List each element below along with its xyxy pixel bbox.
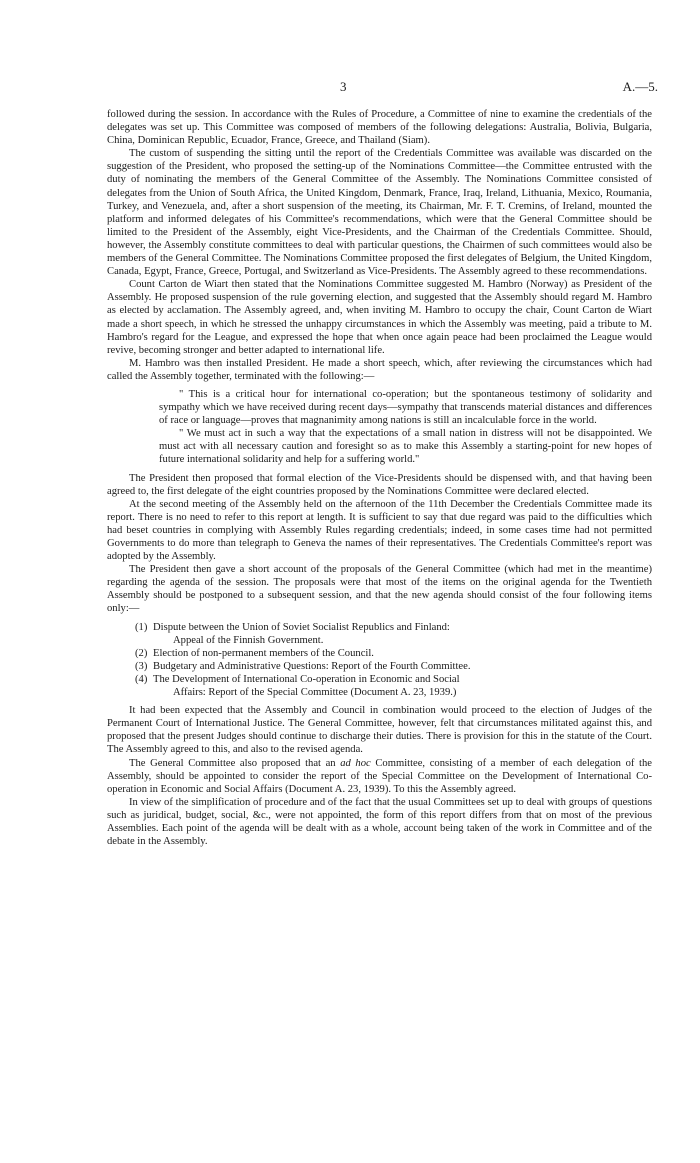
agenda-items-list <box>135 621 652 700</box>
paragraph-hambro-speech: M. Hambro was then installed President. He made a short speech, which, after reviewing the circumstances which had called the Assembly together, terminated with the following:— <box>107 357 652 382</box>
list-item-number: (2) <box>135 647 148 659</box>
paragraph-report-form: In view of the simplification of procedure and of the fact that the usual Committees set up to deal with groups of questions such as juridical, budget, social, &c., were not appointed, the form of this report differs from that on most of the previous Assemblies. Each point of the agenda will be dealt with as a whole, account being taken of the work in Committee and of the debate in the Assembly. <box>107 796 652 848</box>
page-header <box>0 79 700 95</box>
list-item-text: Dispute between the Union of Soviet Socialist Republics and Finland: <box>153 621 450 633</box>
paragraph-vice-presidents: The President then proposed that formal election of the Vice-Presidents should be dispensed with, and that having been agreed to, the first delegate of the eight countries proposed by the Nominations Committee were declared elected. <box>107 472 652 497</box>
list-item-continuation: Affairs: Report of the Special Committee (Document A. 23, 1939.) <box>173 687 457 699</box>
paragraph-credentials: followed during the session. In accordance with the Rules of Procedure, a Committee of nine to examine the credentials of the delegates was set up. This Committee was composed of members of the following delegations: Australia, Bolivia, Bulgaria, China, Dominican Republic, Ecuador, France, Greece, and Thailand (Siam). <box>107 109 652 147</box>
list-item-number: (4) <box>135 673 148 685</box>
paragraph-judges: It had been expected that the Assembly and Council in combination would proceed to the election of Judges of the Permanent Court of International Justice. The General Committee, however, felt that circumstances militated against this, and proposed that the present Judges should continue to discharge their duties. There is provision for this in the statute of the Court. The Assembly agreed to this, and also to the revised agenda. <box>107 705 652 756</box>
body-text <box>107 108 652 848</box>
list-item-continuation: Appeal of the Finnish Government. <box>173 634 324 646</box>
paragraph-ad-hoc-committee: The General Committee also proposed that an ad hoc Committee, consisting of a member of each delegation of the Assembly, should be appointed to consider the report of the Special Committee on the Development of International Co-operation in Economic and Social Affairs (Document A. 23, 1939). To this the Assembly agreed. <box>107 757 652 795</box>
paragraph-president-election: Count Carton de Wiart then stated that the Nominations Committee suggested M. Hambro (Norway) as President of the Assembly. He proposed suspension of the rule governing election, and suggested that the Assembly should regard M. Hambro as elected by acclamation. The Assembly agreed, and, when inviting M. Hambro to occupy the chair, Count Carton de Wiart made a short speech, in which he stressed the unhappy circumstances in which the Assembly was meeting, paid a tribute to M. Hambro's regard for the League, and expressed the hope that when once again peace had been proclaimed the League would revive, becoming stronger and better adapted to international life. <box>107 279 652 356</box>
quote-paragraph-1: " This is a critical hour for international co-operation; but the spontaneous testimony of solidarity and sympathy which we have received during recent days—sympathy that transcends material distances and differences of race or language—proves that magnanimity among nations is still an incalculable force in the world. <box>159 388 652 427</box>
list-item-number: (1) <box>135 621 148 633</box>
quote-paragraph-2: " We must act in such a way that the expectations of a small nation in distress will not be disappointed. We must act with all necessary caution and foresight so as to make this Assembly a starting-point for new hopes of future international solidarity and help for a suffering world." <box>159 428 652 466</box>
list-item <box>135 673 652 699</box>
paragraph-agenda-proposals: The President then gave a short account of the proposals of the General Committee (which had met in the meantime) regarding the agenda of the session. The proposals were that most of the items on the original agenda for the Twentieth Assembly should be postponed to a subsequent session, and that the new agenda should consist of the four following items only:— <box>107 564 652 615</box>
list-item <box>135 647 652 660</box>
list-item-text: The Development of International Co-operation in Economic and Social <box>153 673 460 685</box>
italic-ad-hoc: ad hoc <box>340 757 371 769</box>
list-item <box>135 621 652 647</box>
paragraph-nominations: The custom of suspending the sitting until the report of the Credentials Committee was available was discarded on the suggestion of the President, who proposed the setting-up of the Nominations Committee—the Committee entrusted with the duty of nominating the members of the General Committee of the Assembly. The Nominations Committee consisted of delegates from the Union of South Africa, the United Kingdom, Denmark, France, Iraq, Ireland, Lithuania, Mexico, Roumania, Turkey, and Venezuela, and, after a short suspension of the meeting, its Chairman, Mr. F. T. Cremins, of Ireland, mounted the platform and informed delegates of his Committee's recommendations, which were that the General Committee should be limited to the President of the Assembly, eight Vice-Presidents, and the Chairman of the Credentials Committee. Should, however, the Assembly constitute committees to deal with particular questions, the Chairmen of such committees would also be members of the General Committee. The Nominations Committee proposed the first delegates of Belgium, the United Kingdom, Canada, Egypt, France, Greece, Portugal, and Switzerland as Vice-Presidents. The Assembly agreed to these recommendations. <box>107 148 652 278</box>
paragraph-credentials-report: At the second meeting of the Assembly held on the afternoon of the 11th December the Credentials Committee made its report. There is no need to refer to this report at length. It is sufficient to say that due regard was paid to the difficulties which had beset countries in complying with Assembly Rules regarding credentials; indeed, in some cases time had not permitted Governments to do more than telegraph to Geneva the names of their representatives. The Credentials Committee's report was adopted by the Assembly. <box>107 498 652 563</box>
list-item-text: Election of non-permanent members of the Council. <box>153 647 374 659</box>
list-item-number: (3) <box>135 660 148 672</box>
page-number: 3 <box>340 79 347 94</box>
list-item <box>135 660 652 673</box>
document-reference: A.—5. <box>622 79 658 94</box>
quotation <box>159 388 652 467</box>
list-item-text: Budgetary and Administrative Questions: Report of the Fourth Committee. <box>153 660 471 672</box>
